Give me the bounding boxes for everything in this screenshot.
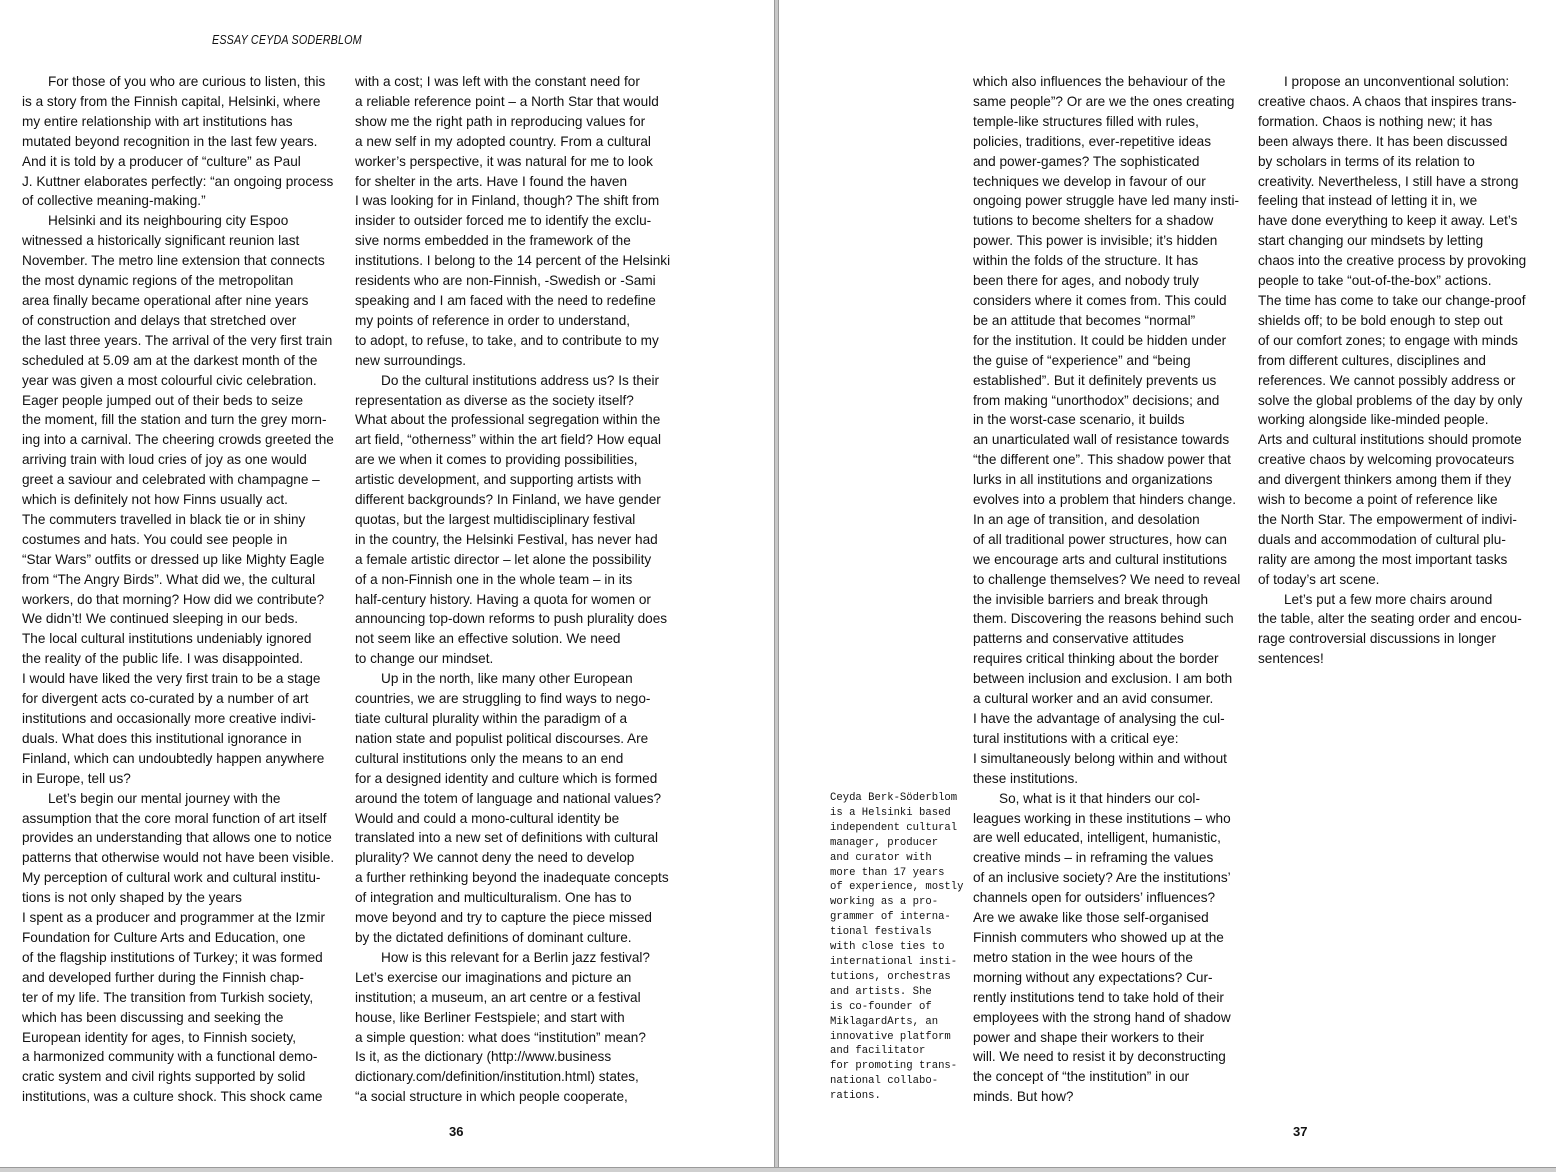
text-line: the last three years. The arrival of the very first train	[22, 332, 333, 348]
text-line: is a Helsinki based	[830, 806, 951, 819]
text-line: Are we awake like those self-organised	[973, 910, 1209, 926]
text-line: tiate cultural plurality within the paradigm of a	[355, 711, 628, 726]
text-line: November. The metro line extension that connects	[22, 253, 325, 269]
text-line: temple-like structures filled with rules,	[973, 113, 1199, 129]
text-line: power and shape their workers to their	[973, 1029, 1205, 1045]
text-line: “Star Wars” outfits or dressed up like Mighty Eagle	[22, 551, 325, 567]
text-line: employees with the strong hand of shadow	[973, 1009, 1231, 1025]
page-bottom-edge	[0, 1167, 1556, 1172]
author-bio	[830, 791, 965, 1104]
text-line: cultural institutions only the means to an end	[355, 750, 624, 766]
text-line: in Europe, tell us?	[22, 770, 131, 786]
text-line: been there for ages, and nobody truly	[973, 273, 1199, 289]
text-line: the North Star. The empowerment of indivi-	[1258, 511, 1517, 527]
text-line: We didn’t! We continued sleeping in our beds.	[22, 611, 299, 627]
text-line: feeling that instead of letting it in, we	[1258, 193, 1478, 209]
text-line: institution; a museum, an art centre or a festival	[355, 989, 641, 1005]
left-page-column-2	[355, 72, 680, 1107]
text-line: Let’s exercise our imaginations and picture an	[355, 969, 632, 985]
text-line: institutions, was a culture shock. This shock came	[22, 1089, 323, 1105]
text-line: representation as diverse as the society itself?	[355, 392, 634, 408]
text-line: to adopt, to refuse, to take, and to contribute to my	[355, 332, 659, 348]
text-line: from different cultures, disciplines and	[1258, 352, 1486, 368]
text-line: greet a saviour and celebrated with champagne –	[22, 472, 320, 488]
text-line: the reality of the public life. I was disappointed.	[22, 651, 304, 667]
text-line: is co-founder of	[830, 1000, 932, 1013]
text-line: art field, “otherness” within the art field? How equal	[355, 432, 662, 448]
text-line: The commuters travelled in black tie or in shiny	[22, 511, 306, 527]
text-line: duals. What does this institutional ignorance in	[22, 730, 302, 746]
text-line: “the different one”. This shadow power that	[973, 452, 1231, 468]
text-line: same people”? Or are we the ones creating	[973, 93, 1235, 109]
text-line: are we when it comes to providing possibilities,	[355, 452, 638, 468]
text-line: rations.	[830, 1090, 881, 1103]
text-line: evolves into a problem that hinders change.	[973, 492, 1236, 508]
text-line: house, like Berliner Festspiele; and start with	[355, 1009, 625, 1025]
text-line: Finland, which can undoubtedly happen anywhere	[22, 750, 325, 766]
text-line: I spent as a producer and programmer at the Izmir	[22, 910, 325, 926]
text-line: worker’s perspective, it was natural for me to look	[355, 153, 653, 169]
text-line: to challenge themselves? We need to reveal	[973, 571, 1241, 587]
text-line: plurality? We cannot deny the need to develop	[355, 850, 635, 866]
text-line: more than 17 years	[830, 866, 945, 879]
text-line: a female artistic director – let alone the possibility	[355, 551, 652, 567]
text-line: Foundation for Culture Arts and Education, one	[22, 929, 306, 945]
text-line: and artists. She	[830, 985, 932, 998]
text-line: a further rethinking beyond the inadequate concepts	[355, 870, 669, 886]
text-line: move beyond and try to capture the piece missed	[355, 910, 652, 926]
text-line: the invisible barriers and break through	[973, 591, 1209, 607]
text-line: independent cultural	[830, 821, 958, 834]
text-line: of an inclusive society? Are the institutions’	[973, 870, 1231, 886]
text-line: nation state and populist political discourses. Are	[355, 730, 649, 746]
text-line: Is it, as the dictionary (http://www.business	[355, 1049, 612, 1065]
text-line: tutions to become shelters for a shadow	[973, 213, 1214, 229]
text-line: half-century history. Having a quota for women or	[355, 591, 651, 607]
text-line: ing into a carnival. The cheering crowds greeted the	[22, 432, 334, 448]
text-line: tions is not only shaped by the years	[22, 890, 242, 906]
right-page-column-2	[1258, 72, 1538, 669]
text-line: cratic system and civil rights supported by solid	[22, 1069, 306, 1085]
text-line: a simple question: what does “institution” mean?	[355, 1029, 646, 1045]
text-line: mutated beyond recognition in the last few years.	[22, 133, 318, 149]
text-line: is a story from the Finnish capital, Helsinki, where	[22, 93, 321, 109]
text-line: I would have liked the very first train to be a stage	[22, 671, 321, 687]
text-line: chaos into the creative process by provoking	[1258, 253, 1527, 269]
text-line: around the totem of language and national values?	[355, 790, 662, 806]
text-line: not seem like an effective solution. We need	[355, 631, 621, 647]
text-line: of construction and delays that stretched over	[22, 312, 297, 328]
text-line: residents who are non-Finnish, -Swedish or -Sami	[355, 273, 656, 289]
text-line: new surroundings.	[355, 352, 467, 368]
text-line: The time has come to take our change-proof	[1258, 292, 1526, 308]
text-line: Finnish commuters who showed up at the	[973, 929, 1224, 945]
text-line: considers where it comes from. This could	[973, 292, 1227, 308]
text-line: speaking and I am faced with the need to redefine	[355, 292, 656, 308]
text-line: sive norms embedded in the framework of the	[355, 233, 631, 249]
text-line: of a non-Finnish one in the whole team – in its	[355, 571, 633, 587]
text-line: of today’s art scene.	[1258, 571, 1380, 587]
text-line: solve the global problems of the day by only	[1258, 392, 1523, 408]
text-line: quotas, but the largest multidisciplinary festival	[355, 511, 636, 527]
text-line: which is definitely not how Finns usually act.	[22, 492, 288, 508]
text-line: by the dictated definitions of dominant culture.	[355, 929, 632, 945]
text-line: them. Discovering the reasons behind such	[973, 611, 1234, 627]
text-line: European identity for ages, to Finnish society,	[22, 1029, 297, 1045]
text-line: will. We need to resist it by deconstructing	[973, 1049, 1226, 1065]
text-line: which also influences the behaviour of the	[973, 74, 1226, 89]
text-line: for divergent acts co-curated by a number of art	[22, 691, 309, 707]
text-line: formation. Chaos is nothing new; it has	[1258, 113, 1493, 129]
text-line: for the institution. It could be hidden under	[973, 332, 1227, 348]
text-line: power. This power is invisible; it’s hidden	[973, 233, 1218, 249]
text-line: scheduled at 5.09 am at the darkest month of the	[22, 352, 318, 368]
text-line: I simultaneously belong within and without	[973, 750, 1227, 766]
text-line: by scholars in terms of its relation to	[1258, 153, 1475, 169]
text-line: and curator with	[830, 851, 932, 864]
text-line: announcing top-down reforms to push plurality does	[355, 611, 668, 627]
text-line: requires critical thinking about the border	[973, 651, 1219, 667]
text-line: in the worst-case scenario, it builds	[973, 412, 1185, 428]
text-line: shields off; to be bold enough to step out	[1258, 312, 1503, 328]
right-page-column-1	[973, 72, 1248, 1107]
text-line: and developed further during the Finnish chap-	[22, 969, 304, 985]
text-line: my points of reference in order to understand,	[355, 312, 631, 328]
text-line: workers, do that morning? How did we contribute?	[22, 591, 325, 607]
text-line: references. We cannot possibly address or	[1258, 372, 1516, 388]
text-line: In an age of transition, and desolation	[973, 511, 1200, 527]
text-line: ter of my life. The transition from Turkish society,	[22, 989, 314, 1005]
text-line: duals and accommodation of cultural plu-	[1258, 531, 1506, 547]
text-line: Would and could a mono-cultural identity be	[355, 810, 620, 826]
text-line: creative chaos. A chaos that inspires trans-	[1258, 93, 1517, 109]
text-line: Do the cultural institutions address us? Is their	[381, 372, 660, 388]
text-line: start changing our mindsets by letting	[1258, 233, 1484, 249]
page-number-left: 36	[449, 1124, 464, 1139]
text-line: with a cost; I was left with the constant need for	[355, 74, 640, 89]
text-line: creative chaos by welcoming provocateurs	[1258, 452, 1515, 468]
text-line: to change our mindset.	[355, 651, 494, 667]
text-line: have done everything to keep it away. Let’s	[1258, 213, 1518, 229]
text-line: creativity. Nevertheless, I still have a strong	[1258, 173, 1519, 189]
text-line: the concept of “the institution” in our	[973, 1069, 1190, 1085]
text-line: sentences!	[1258, 651, 1324, 667]
text-line: from making “unorthodox” decisions; and	[973, 392, 1220, 408]
left-page-column-1	[22, 72, 347, 1107]
text-line: I have the advantage of analysing the cul-	[973, 711, 1225, 726]
text-line: leagues working in these institutions – who	[973, 810, 1231, 826]
text-line: creative minds – in reframing the values	[973, 850, 1214, 866]
text-line: tutions, orchestras	[830, 970, 951, 983]
text-line: insider to outsider forced me to identify the exclu-	[355, 213, 652, 229]
text-line: metro station in the wee hours of the	[973, 949, 1193, 965]
text-line: “a social structure in which people cooperate,	[355, 1089, 628, 1105]
text-line: a cultural worker and an avid consumer.	[973, 691, 1214, 707]
text-line: artistic development, and supporting artists with	[355, 472, 642, 488]
text-line: and divergent thinkers among them if they	[1258, 472, 1512, 488]
text-line: Ceyda Berk-Söderblom	[830, 792, 958, 804]
text-line: rality are among the most important tasks	[1258, 551, 1508, 567]
text-line: the most dynamic regions of the metropolitan	[22, 273, 294, 289]
text-line: within the folds of the structure. It has	[973, 253, 1199, 269]
text-line: J. Kuttner elaborates perfectly: “an ongoing process	[22, 173, 334, 189]
text-line: morning without any expectations? Cur-	[973, 969, 1213, 985]
text-line: techniques we develop in favour of our	[973, 173, 1206, 189]
text-line: an unarticulated wall of resistance towards	[973, 432, 1230, 448]
text-line: And it is told by a producer of “culture” as Paul	[22, 153, 301, 169]
text-line: established”. But it definitely prevents us	[973, 372, 1217, 388]
text-line: costumes and hats. You could see people in	[22, 531, 288, 547]
text-line: My perception of cultural work and cultural institu-	[22, 870, 321, 886]
text-line: been always there. It has been discussed	[1258, 133, 1508, 149]
text-line: working alongside like-minded people.	[1258, 412, 1489, 428]
text-line: Eager people jumped out of their beds to seize	[22, 392, 304, 408]
text-line: countries, we are struggling to find ways to nego-	[355, 691, 651, 707]
text-line: working as a pro-	[830, 896, 939, 909]
text-line: of all traditional power structures, how can	[973, 531, 1227, 547]
text-line: different backgrounds? In Finland, we have gender	[355, 492, 661, 508]
text-line: of collective meaning-making.”	[22, 193, 206, 209]
text-line: Let’s begin our mental journey with the	[48, 790, 281, 806]
text-line: for shelter in the arts. Have I found the haven	[355, 173, 628, 189]
text-line: MiklagardArts, an	[830, 1015, 939, 1028]
text-line: So, what is it that hinders our col-	[999, 790, 1200, 806]
text-line: these institutions.	[973, 770, 1079, 786]
text-line: I was looking for in Finland, though? The shift from	[355, 193, 660, 209]
text-line: international insti-	[830, 955, 958, 968]
text-line: Let’s put a few more chairs around	[1284, 591, 1493, 607]
text-line: of the flagship institutions of Turkey; it was formed	[22, 949, 323, 965]
text-line: between inclusion and exclusion. I am both	[973, 671, 1233, 687]
text-line: tional festivals	[830, 926, 932, 939]
text-line: of experience, mostly	[830, 881, 964, 894]
text-line: a new self in my adopted country. From a cultural	[355, 133, 651, 149]
text-line: Arts and cultural institutions should promote	[1258, 432, 1522, 448]
text-line: are well educated, intelligent, humanistic,	[973, 830, 1221, 846]
text-line: in the country, the Helsinki Festival, has never had	[355, 531, 658, 547]
text-line: people to take “out-of-the-box” actions.	[1258, 273, 1492, 289]
text-line: channels open for outsiders’ influences?	[973, 890, 1216, 906]
text-line: manager, producer	[830, 836, 939, 849]
text-line: policies, traditions, ever-repetitive ideas	[973, 133, 1212, 149]
text-line: year was given a most colourful civic celebration.	[22, 372, 317, 388]
text-line: provides an understanding that allows one to notice	[22, 830, 332, 846]
text-line: minds. But how?	[973, 1089, 1074, 1105]
text-line: I propose an unconventional solution:	[1284, 74, 1510, 89]
text-line: rage controversial discussions in longer	[1258, 631, 1497, 647]
text-line: and facilitator	[830, 1045, 926, 1058]
text-line: How is this relevant for a Berlin jazz festival?	[381, 949, 650, 965]
text-line: for a designed identity and culture which is formed	[355, 770, 658, 786]
text-line: rently institutions tend to take hold of their	[973, 989, 1224, 1005]
text-line: dictionary.com/definition/institution.html) states,	[355, 1069, 639, 1085]
text-line: institutions and occasionally more creative indivi-	[22, 711, 316, 726]
text-line: the guise of “experience” and “being	[973, 352, 1191, 368]
text-line: For those of you who are curious to listen, this	[48, 74, 326, 89]
text-line: tural institutions with a critical eye:	[973, 730, 1179, 746]
text-line: the moment, fill the station and turn the grey morn-	[22, 412, 327, 428]
text-line: Helsinki and its neighbouring city Espoo	[48, 213, 289, 229]
text-line: area finally became operational after nine years	[22, 292, 309, 308]
text-line: patterns and conservative attitudes	[973, 631, 1184, 647]
text-line: a harmonized community with a functional demo-	[22, 1049, 318, 1065]
text-line: The local cultural institutions undeniably ignored	[22, 631, 312, 647]
text-line: innovative platform	[830, 1030, 951, 1043]
text-line: show me the right path in reproducing values for	[355, 113, 646, 129]
left-page	[0, 0, 774, 1167]
text-line: What about the professional segregation within the	[355, 412, 661, 428]
text-line: of integration and multiculturalism. One has to	[355, 890, 632, 906]
text-line: Up in the north, like many other European	[381, 671, 633, 687]
text-line: translated into a new set of definitions with cultural	[355, 830, 659, 846]
text-line: wish to become a point of reference like	[1258, 492, 1498, 508]
text-line: institutions. I belong to the 14 percent of the Helsinki	[355, 253, 671, 269]
text-line: for promoting trans-	[830, 1060, 958, 1073]
text-line: from “The Angry Birds”. What did we, the cultural	[22, 571, 316, 587]
text-line: of our comfort zones; to engage with minds	[1258, 332, 1518, 348]
text-line: arriving train with loud cries of joy as one would	[22, 452, 307, 468]
running-head: ESSAY CEYDA SODERBLOM	[212, 33, 362, 47]
text-line: assumption that the core moral function of art itself	[22, 810, 327, 826]
text-line: the table, alter the seating order and encou-	[1258, 611, 1522, 627]
text-line: witnessed a historically significant reunion last	[22, 233, 300, 249]
text-line: ongoing power struggle have led many insti-	[973, 193, 1239, 209]
text-line: and power-games? The sophisticated	[973, 153, 1200, 169]
text-line: with close ties to	[830, 941, 945, 954]
text-line: national collabo-	[830, 1075, 939, 1088]
text-line: we encourage arts and cultural institutions	[973, 551, 1227, 567]
text-line: be an attitude that becomes “normal”	[973, 312, 1196, 328]
text-line: which has been discussing and seeking the	[22, 1009, 284, 1025]
text-line: my entire relationship with art institutions has	[22, 113, 293, 129]
page-number-right: 37	[1293, 1124, 1308, 1139]
right-page	[779, 0, 1556, 1167]
text-line: lurks in all institutions and organizations	[973, 472, 1213, 488]
text-line: patterns that otherwise would not have been visible.	[22, 850, 335, 866]
text-line: a reliable reference point – a North Star that would	[355, 93, 659, 109]
text-line: grammer of interna-	[830, 911, 951, 924]
